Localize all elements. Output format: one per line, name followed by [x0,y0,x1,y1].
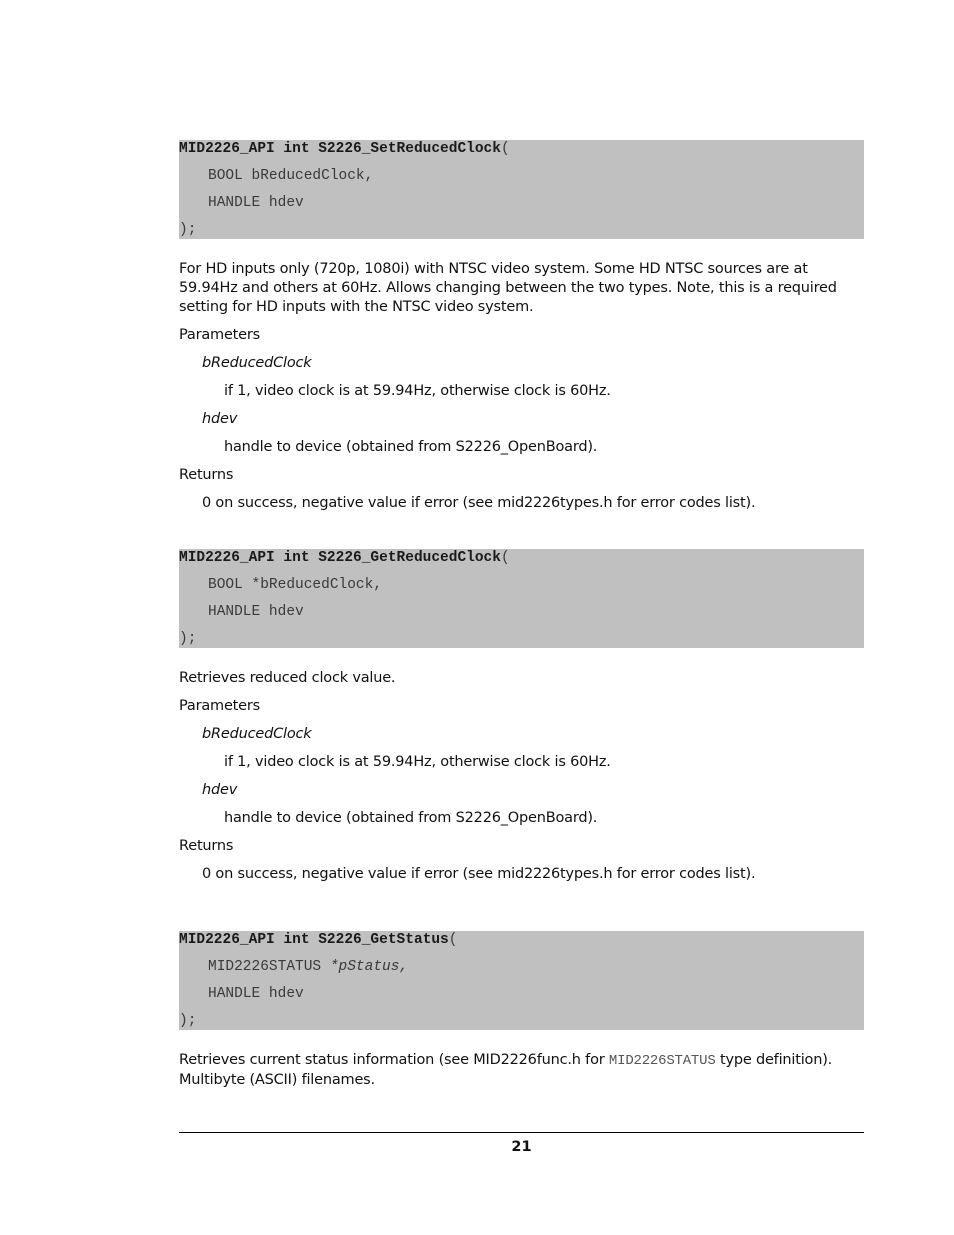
open-paren: ( [500,550,510,566]
param-code-line [208,572,382,599]
function-entry-set-reduced-clock [179,140,864,513]
param-type: MID2226STATUS [208,959,330,975]
signature-line [179,136,510,163]
signature-line [179,927,457,954]
signature-line [179,545,510,572]
param-code-line [208,954,408,981]
function-signature: MID2226_API int S2226_GetReducedClock [179,550,501,566]
parameters-heading: Parameters [179,698,260,714]
function-signature: MID2226_API int S2226_SetReducedClock [179,141,501,157]
function-entry-get-status [179,931,864,1090]
function-signature: MID2226_API int S2226_GetStatus [179,932,449,948]
code-signature-block [179,549,864,648]
param-identifier: *pStatus, [329,959,409,975]
param-identifier: hdev [268,604,304,620]
returns-description: 0 on success, negative value if error (see mid2226types.h for error codes list). [202,866,756,882]
function-description [179,1051,864,1090]
param-description: handle to device (obtained from S2226_OpenBoard). [224,439,598,455]
param-code-line [208,599,304,626]
function-description: For HD inputs only (720p, 1080i) with NTSC video system. Some HD NTSC sources are at 59.94Hz and others at 60Hz. Allows changing between the two types. Note, this is a required setting for HD inputs with the NTSC video system. [179,261,837,315]
returns-heading: Returns [179,467,234,483]
parameters-heading: Parameters [179,327,260,343]
close-paren-line: ); [179,631,197,647]
page-number: 21 [511,1139,532,1155]
param-type: BOOL [208,168,252,184]
description-text: Retrieves current status information (see MID2226func.h for [179,1052,609,1068]
param-type: BOOL [208,577,252,593]
param-identifier: *bReducedClock, [251,577,383,593]
close-paren-line: ); [179,222,197,238]
param-type: HANDLE [208,604,269,620]
param-identifier: bReducedClock, [251,168,374,184]
description-text: Multibyte (ASCII) filenames. [179,1072,375,1088]
param-identifier: hdev [268,986,304,1002]
param-description: handle to device (obtained from S2226_OpenBoard). [224,810,598,826]
param-code-line [208,163,373,190]
returns-description: 0 on success, negative value if error (see mid2226types.h for error codes list). [202,495,756,511]
param-type: HANDLE [208,986,269,1002]
open-paren: ( [448,932,458,948]
inline-type-name: MID2226STATUS [608,1053,716,1069]
param-name: hdev [202,782,238,798]
returns-heading: Returns [179,838,234,854]
close-paren-line: ); [179,1013,197,1029]
open-paren: ( [500,141,510,157]
function-entry-get-reduced-clock [179,549,864,884]
code-signature-block [179,140,864,239]
param-type: HANDLE [208,195,269,211]
code-signature-block [179,931,864,1030]
param-name: bReducedClock [202,355,312,371]
param-description: if 1, video clock is at 59.94Hz, otherwise clock is 60Hz. [224,383,611,399]
function-description: Retrieves reduced clock value. [179,670,396,686]
footer-divider [179,1132,864,1133]
param-name: bReducedClock [202,726,312,742]
description-text: type definition). [715,1052,833,1068]
param-identifier: hdev [268,195,304,211]
param-code-line [208,190,304,217]
param-code-line [208,981,304,1008]
param-description: if 1, video clock is at 59.94Hz, otherwise clock is 60Hz. [224,754,611,770]
param-name: hdev [202,411,238,427]
